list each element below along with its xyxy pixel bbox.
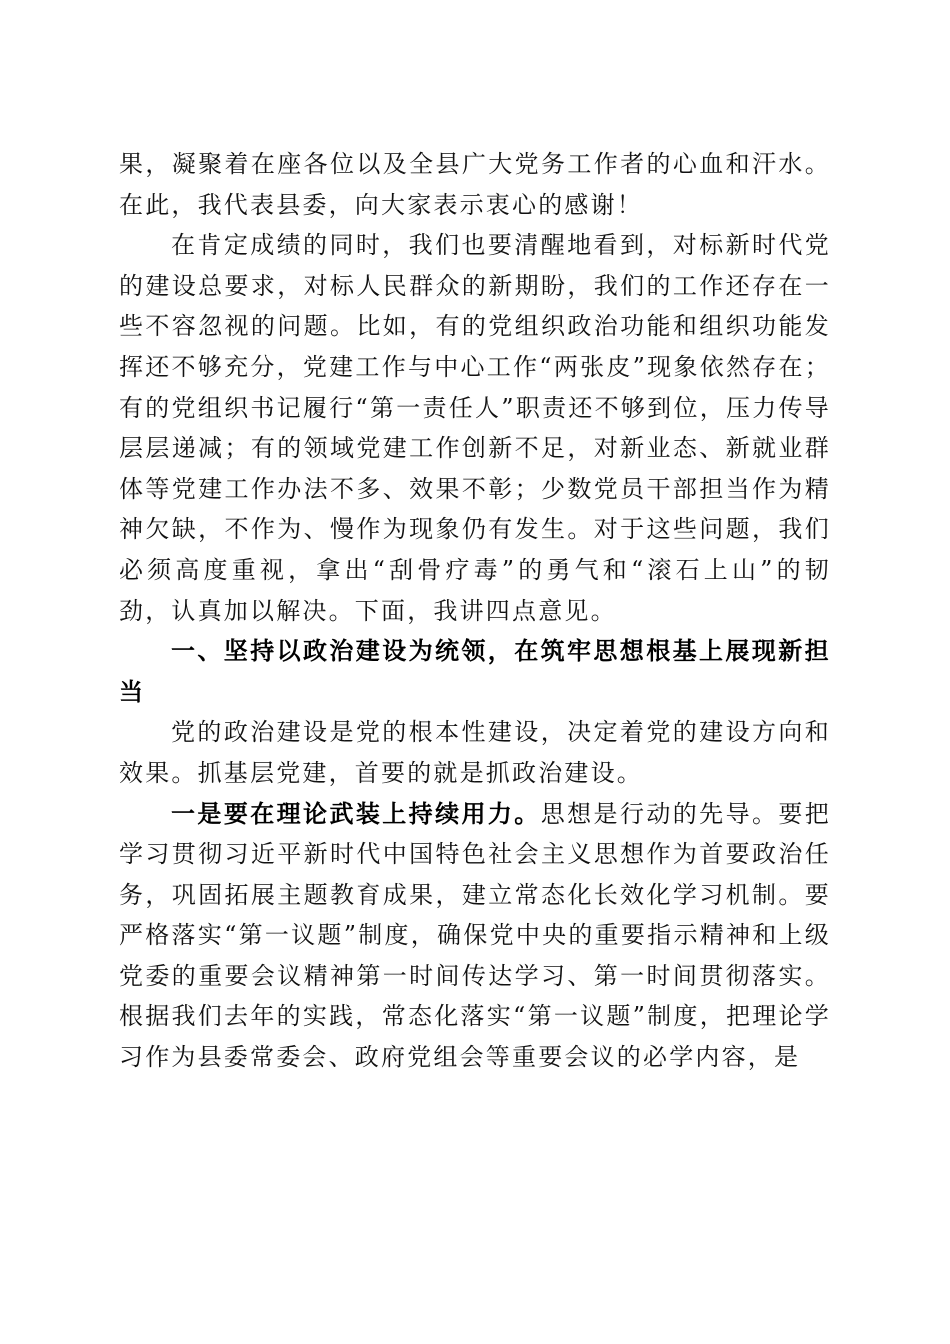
paragraph-body-text: 思想是行动的先导。要把学习贯彻习近平新时代中国特色社会主义思想作为首要政治任务，巩固拓展主题教育成果，建立常态化长效化学习机制。要严格落实“第一议题”制度，确保党中央的重要指示精神和上级党委的重要会议精神第一时间传达学习、第一时间贯彻落实。根据我们去年的实践，常态化落实“第一议题”制度，把理论学习作为县委常委会、政府党组会等重要会议的必学内容，是	[119, 799, 831, 1072]
paragraph-problems: 在肯定成绩的同时，我们也要清醒地看到，对标新时代党的建设总要求，对标人民群众的新期盼，我们的工作还存在一些不容忽视的问题。比如，有的党组织政治功能和组织功能发挥还不够充分，党建工作与中心工作“两张皮”现象依然存在；有的党组织书记履行“第一责任人”职责还不够到位，压力传导层层递减；有的领域党建工作创新不足，对新业态、新就业群体等党建工作办法不多、效果不彰；少数党员干部担当作为精神欠缺，不作为、慢作为现象仍有发生。对于这些问题，我们必须高度重视，拿出“刮骨疗毒”的勇气和“滚石上山”的韧劲，认真加以解决。下面，我讲四点意见。	[119, 231, 831, 625]
paragraph-political-building: 党的政治建设是党的根本性建设，决定着党的建设方向和效果。抓基层党建，首要的就是抓政治建设。	[119, 718, 831, 787]
paragraph-theory-study	[119, 794, 831, 1078]
document-body	[119, 144, 831, 1078]
section-heading: 一、坚持以政治建设为统领，在筑牢思想根基上展现新担当	[119, 637, 831, 706]
paragraph-continued: 果，凝聚着在座各位以及全县广大党务工作者的心血和汗水。在此，我代表县委，向大家表示衷心的感谢！	[119, 150, 831, 219]
paragraph-lead-phrase: 一是要在理论武装上持续用力。	[171, 798, 541, 828]
